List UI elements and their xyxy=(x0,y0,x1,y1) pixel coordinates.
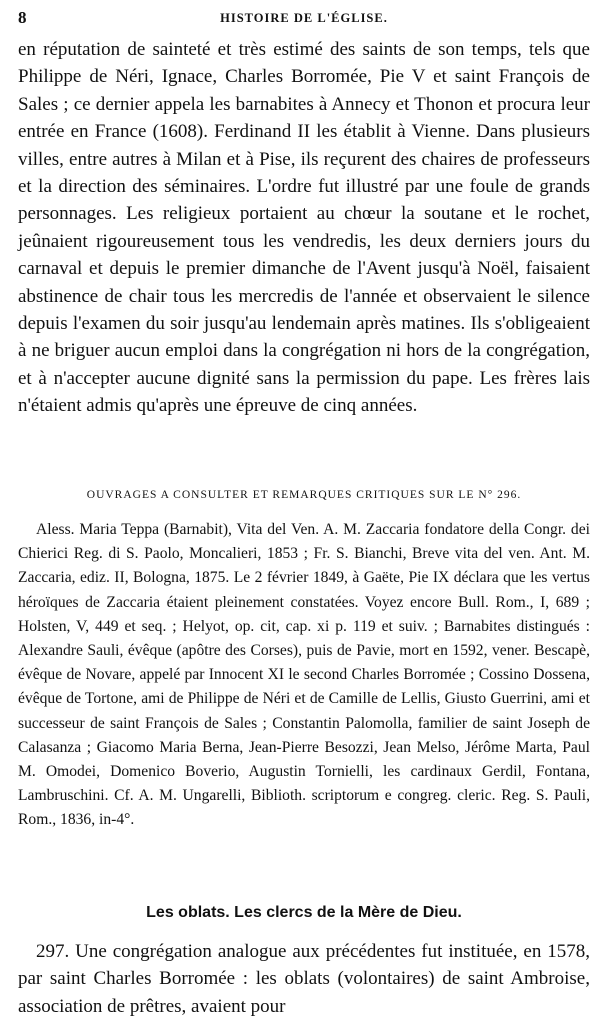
body-paragraph: en réputation de sainteté et très estimé des saints de son temps, tels que Philippe de Néri, Ignace, Charles Borromée, Pie V et saint François de Sales ; ce dernier appela les barnabites à Annecy et Thonon et procura leur entrée en France (1608). Ferdinand II les établit à Vienne. Dans plusieurs villes, entre autres à Milan et à Pise, ils reçurent des chaires de professeurs et la direction des séminaires. L'ordre fut illustré par une foule de grands personnages. Les religieux portaient au chœur la soutane et le rochet, jeûnaient rigoureusement tous les vendredis, les deux derniers jours du carnaval et depuis le premier dimanche de l'Avent jusqu'à Noël, faisaient abstinence de chair tous les mercredis de l'année et observaient le silence depuis l'examen du soir jusqu'au lendemain après matines. Ils s'obligeaient à ne briguer aucun emploi dans la congrégation ni hors de la congrégation, et à n'accepter aucune dignité sans la permission du pape. Les frères lais n'étaient admis qu'après une épreuve de cinq années. xyxy=(18,39,590,417)
page-number: 8 xyxy=(18,8,27,27)
notes-heading: OUVRAGES A CONSULTER ET REMARQUES CRITIQUES SUR LE N° 296. xyxy=(86,489,522,501)
notes-paragraph: Aless. Maria Teppa (Barnabit), Vita del Ven. A. M. Zaccaria fondatore della Congr. dei Chierici Reg. di S. Paolo, Moncalieri, 1853 ; Fr. S. Bianchi, Breve vita del ven. Ant. M. Zaccaria, ediz. II, Bologna, 1875. Le 2 février 1849, à Gaëte, Pie IX déclara que les vertus héroïques de Zaccaria étaient pleinement constatées. Voyez encore Bull. Rom., I, 689 ; Holsten, V, 449 et seq. ; Helyot, op. cit, cap. xi p. 119 et suiv. ; Barnabites distingués : Alexandre Sauli, évêque (apôtre des Corses), puis de Pavie, mort en 1592, vener. Bescapè, évêque de Novare, appelé par Innocent XI le second Charles Borromée ; Cossino Dossena, évêque de Tortone, ami de Philippe de Néri et de Camille de Lellis, Giusto Guerrini, ami et successeur de saint François de Sales ; Constantin Palomolla, familier de saint Joseph de Calasanza ; Giacomo Maria Berna, Jean-Pierre Besozzi, Jean Melso, Jérôme Marta, Paul M. Omodei, Domenico Boverio, Augustin Tornielli, les cardinaux Gerdil, Fontana, Lambruschini. Cf. A. M. Ungarelli, Biblioth. scriptorum e congreg. cleric. Reg. S. Pauli, Rom., 1836, in-4°. xyxy=(18,521,590,829)
running-title: HISTOIRE DE L'ÉGLISE. xyxy=(220,11,388,25)
page-header xyxy=(18,8,590,30)
body-paragraph-297: 297. Une congrégation analogue aux précédentes fut instituée, en 1578, par saint Charles Borromée : les oblats (volontaires) de saint Ambroise, association de prêtres, avaient pour xyxy=(18,941,590,1017)
section-heading: Les oblats. Les clercs de la Mère de Dieu. xyxy=(146,904,462,921)
